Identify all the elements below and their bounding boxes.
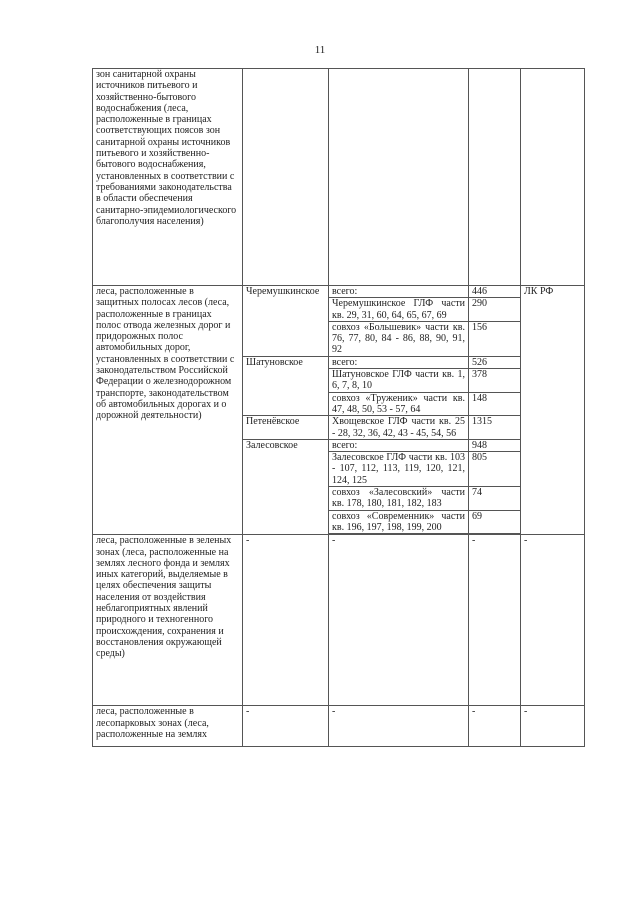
location-cell: Хвощевское ГЛФ части кв. 25 - 28, 32, 36, 42, 43 - 45, 54, 56 xyxy=(329,416,469,440)
area-cell: - xyxy=(469,706,521,747)
location-cell: всего: xyxy=(329,439,469,451)
area-cell: 74 xyxy=(469,487,521,511)
forestry-cell: - xyxy=(243,535,329,706)
forestry-cell: Шатуновское xyxy=(243,356,329,415)
forestry-cell xyxy=(243,69,329,286)
location-cell: совхоз «Большевик» части кв. 76, 77, 80, 84 - 86, 88, 90, 91, 92 xyxy=(329,321,469,356)
area-cell: 805 xyxy=(469,452,521,487)
category-description: леса, расположенные в защитных полосах лесов (леса, расположенные в границах полос отвода железных дорог и придорожных полос автомобильных дорог, установленных в соответствии с законодательством Российской Федерации о железнодорожном транспорте, законодательством об автомобильных дорогах и о дорожной деятельности) xyxy=(93,286,243,535)
location-cell: совхоз «Труженик» части кв. 47, 48, 50, 53 - 57, 64 xyxy=(329,392,469,416)
basis-cell: ЛК РФ xyxy=(521,286,585,535)
area-cell: 446 xyxy=(469,286,521,298)
location-cell: Черемушкинское ГЛФ части кв. 29, 31, 60, 64, 65, 67, 69 xyxy=(329,298,469,322)
forestry-cell: Черемушкинское xyxy=(243,286,329,357)
location-cell: Шатуновское ГЛФ части кв. 1, 6, 7, 8, 10 xyxy=(329,369,469,393)
location-cell: всего: xyxy=(329,286,469,298)
area-cell: - xyxy=(469,535,521,706)
table-row xyxy=(93,706,585,747)
basis-cell: - xyxy=(521,706,585,747)
table-row xyxy=(93,286,585,298)
area-cell: 156 xyxy=(469,321,521,356)
category-description: леса, расположенные в зеленых зонах (леса, расположенные на землях лесного фонда и землях иных категорий, выделяемые в целях обеспечения защиты населения от воздействия неблагоприятных явлений природного и техногенного происхождения, сохранения и восстановления окружающей среды) xyxy=(93,535,243,706)
location-cell: совхоз «Современник» части кв. 196, 197, 198, 199, 200 xyxy=(329,510,469,534)
area-cell: 148 xyxy=(469,392,521,416)
forestry-cell: Петенёвское xyxy=(243,416,329,440)
area-cell: 378 xyxy=(469,369,521,393)
location-cell: - xyxy=(329,535,469,706)
area-cell: 948 xyxy=(469,439,521,451)
location-cell: совхоз «Залесовский» части кв. 178, 180, 181, 182, 183 xyxy=(329,487,469,511)
category-description: зон санитарной охраны источников питьевого и хозяйственно-бытового водоснабжения (леса, расположенные в границах соответствующих поясов зон санитарной охраны источников питьевого и хозяйственно-бытового водоснабжения, установленных в соответствии с требованиями законодательства в области обеспечения санитарно-эпидемиологического благополучия населения) xyxy=(93,69,243,286)
area-cell: 526 xyxy=(469,356,521,368)
location-cell: - xyxy=(329,706,469,747)
location-cell xyxy=(329,69,469,286)
basis-cell: - xyxy=(521,535,585,706)
forest-category-table xyxy=(92,68,585,747)
area-cell xyxy=(469,69,521,286)
table-row xyxy=(93,69,585,286)
table-row xyxy=(93,535,585,706)
basis-cell xyxy=(521,69,585,286)
location-cell: Залесовское ГЛФ части кв. 103 - 107, 112, 113, 119, 120, 121, 124, 125 xyxy=(329,452,469,487)
category-description: леса, расположенные в лесопарковых зонах (леса, расположенные на землях xyxy=(93,706,243,747)
forestry-cell: - xyxy=(243,706,329,747)
area-cell: 69 xyxy=(469,510,521,534)
location-cell: всего: xyxy=(329,356,469,368)
area-cell: 290 xyxy=(469,298,521,322)
page-number: 11 xyxy=(314,44,326,56)
forestry-cell: Залесовское xyxy=(243,439,329,534)
area-cell: 1315 xyxy=(469,416,521,440)
